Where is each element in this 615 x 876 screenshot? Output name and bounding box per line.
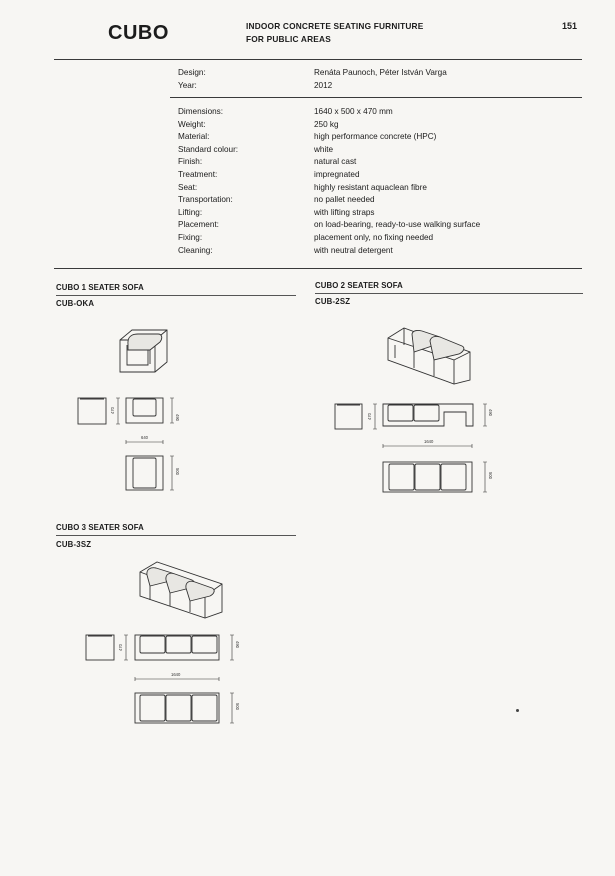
drawing-2-seater-perspective	[388, 328, 470, 384]
page-mark	[516, 709, 519, 712]
spec-label: Transportation:	[178, 195, 233, 205]
dimension-lines-1-seater	[116, 398, 174, 490]
drawing-3-seater-plan	[135, 693, 219, 723]
drawing-1-seater-plan	[126, 456, 163, 490]
spec-value: with neutral detergent	[314, 245, 393, 255]
credit-value: 2012	[314, 80, 333, 90]
product-title-2-seater: CUBO 2 SEATER SOFA	[315, 281, 403, 290]
spec-value: placement only, no fixing needed	[314, 232, 434, 242]
dimension-lines-3-seater	[124, 635, 234, 723]
dim-width-1: 640	[141, 435, 148, 440]
drawing-3-seater-perspective	[140, 562, 222, 618]
spec-label: Fixing:	[178, 232, 203, 242]
spec-label: Material:	[178, 132, 210, 142]
spec-value: 1640 x 500 x 470 mm	[314, 107, 393, 116]
product-code-2-seater: CUB-2SZ	[315, 297, 351, 306]
dim-plan-3: 500	[235, 703, 240, 710]
dim-plan-1: 500	[175, 468, 180, 475]
product-code-3-seater: CUB-3SZ	[56, 540, 92, 549]
spec-label: Placement:	[178, 220, 219, 230]
dim-height-1: 470	[110, 407, 115, 414]
spec-label: Cleaning:	[178, 245, 213, 255]
spec-label: Lifting:	[178, 207, 203, 217]
spec-value: on load-bearing, ready-to-use walking surface	[314, 220, 481, 230]
spec-value: with lifting straps	[314, 207, 375, 217]
spec-value: highly resistant aquaclean fibre	[314, 182, 427, 192]
product-code-1-seater: CUB-OKA	[56, 299, 95, 308]
dim-height-3: 470	[118, 644, 123, 651]
drawing-2-seater-plan	[383, 462, 472, 492]
product-title-1-seater: CUBO 1 SEATER SOFA	[56, 283, 144, 292]
drawing-3-seater-front	[135, 635, 219, 660]
drawing-1-seater-perspective	[120, 330, 167, 372]
credit-value: Renáta Paunoch, Péter István Varga	[314, 68, 447, 77]
spec-value: white	[314, 144, 334, 154]
dim-depth-3: 490	[235, 641, 240, 648]
dim-width-2: 1640	[424, 439, 434, 444]
drawing-1-seater-side	[78, 398, 106, 424]
dimension-lines-2-seater	[373, 404, 487, 492]
spec-label: Dimensions:	[178, 107, 224, 116]
spec-value: 250 kg	[314, 119, 339, 129]
spec-label: Standard colour:	[178, 144, 239, 154]
page-number: 151	[562, 21, 578, 31]
credit-label: Design:	[178, 68, 206, 77]
dim-plan-2: 500	[488, 472, 493, 479]
spec-value: no pallet needed	[314, 195, 375, 205]
spec-value: impregnated	[314, 169, 360, 179]
subtitle-line-1: INDOOR CONCRETE SEATING FURNITURE	[246, 21, 424, 31]
spec-value: high performance concrete (HPC)	[314, 132, 437, 142]
spec-label: Seat:	[178, 182, 198, 192]
drawing-3-seater-side	[86, 635, 114, 660]
spec-value: natural cast	[314, 157, 357, 167]
credit-label: Year:	[178, 80, 197, 90]
dim-depth-2: 490	[488, 409, 493, 416]
spec-label: Treatment:	[178, 169, 218, 179]
dim-depth-1: 490	[175, 414, 180, 421]
spec-label: Finish:	[178, 157, 203, 167]
product-title-3-seater: CUBO 3 SEATER SOFA	[56, 523, 144, 532]
drawing-2-seater-side	[335, 404, 362, 429]
drawing-1-seater-front	[126, 398, 163, 423]
subtitle-line-2: FOR PUBLIC AREAS	[246, 34, 331, 44]
dim-width-3: 1640	[171, 672, 181, 677]
spec-label: Weight:	[178, 119, 206, 129]
drawing-2-seater-front	[383, 404, 473, 426]
dim-height-2: 470	[367, 413, 372, 420]
brand-title: CUBO	[108, 22, 169, 44]
